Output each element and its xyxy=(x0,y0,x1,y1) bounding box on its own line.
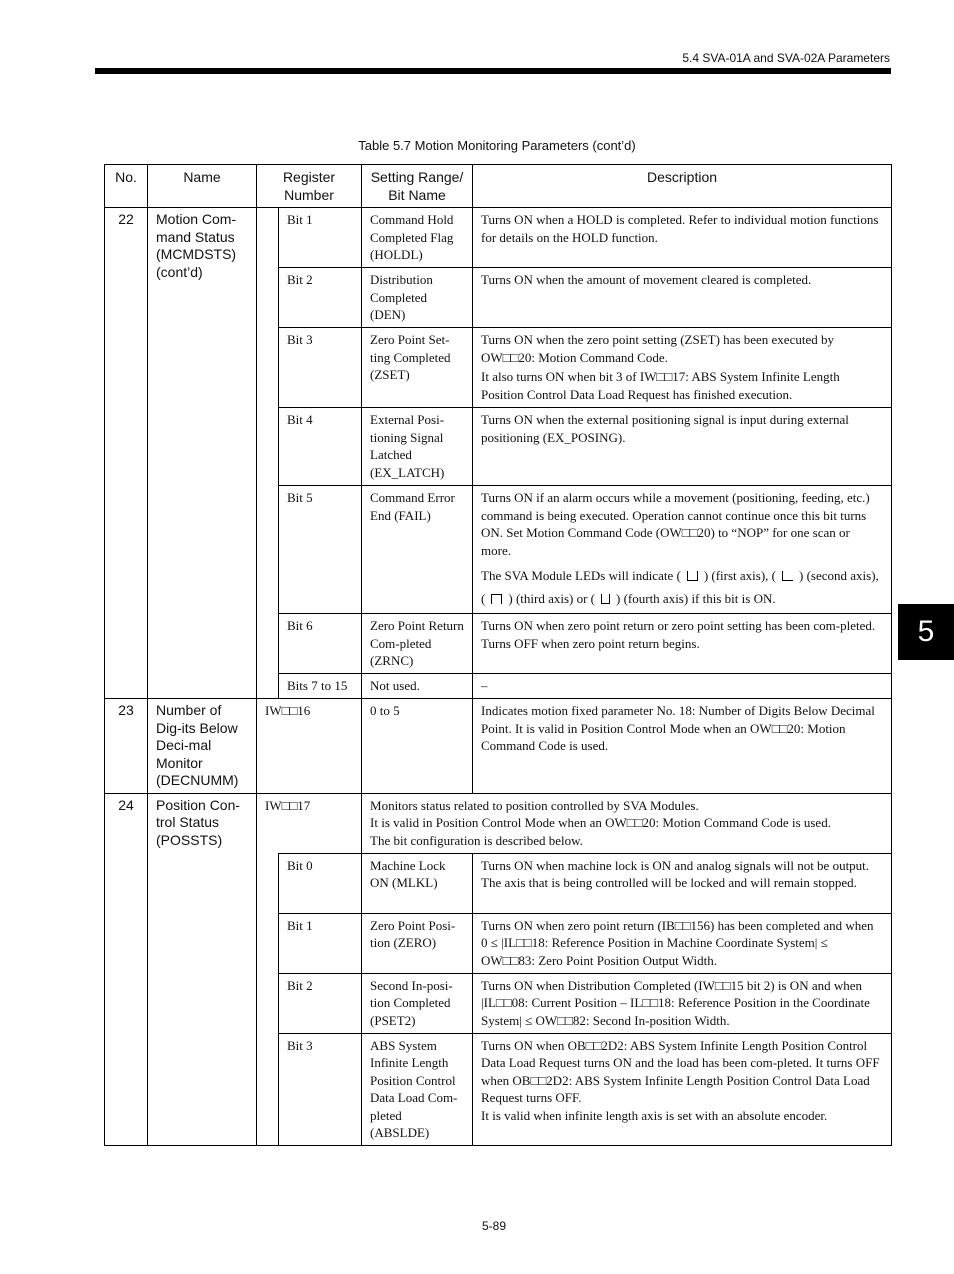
page-number: 5-89 xyxy=(481,1219,507,1233)
param-summary: Monitors status related to position controlled by SVA Modules. It is valid in Position Control Mode when an OW□□20: Motion Command Code is used. The bit configuration is described below. xyxy=(362,793,892,853)
bit-name: ABS System Infinite Length Position Control Data Load Com-pleted (ABSLDE) xyxy=(362,1033,473,1145)
bit-description: Turns ON if an alarm occurs while a movement (positioning, feeding, etc.) command is being executed. Operation cannot continue once this bit turns ON. Set Motion Command Code (OW□□20) to “NOP” for one scan or more. The SVA Module LEDs will indicate ( ) (first axis), ( ) (second axis), ( ) (third axis) or ( ) (fourth axis) if this bit is ON. xyxy=(473,486,892,614)
motion-monitoring-parameters-table xyxy=(104,164,892,1146)
bit-description: Turns ON when zero point return or zero point setting has been com-pleted. Turns OFF when zero point return begins. xyxy=(473,614,892,674)
bit-number: Bit 1 xyxy=(279,913,362,973)
col-header-no: No. xyxy=(105,165,148,208)
bit-description: Turns ON when machine lock is ON and analog signals will not be output. The axis that is being controlled will be locked and will remain stopped. xyxy=(473,853,892,913)
led-fourth-axis-icon xyxy=(601,594,610,604)
col-header-name: Name xyxy=(148,165,257,208)
bit-description: Turns ON when the external positioning signal is input during external positioning (EX_POSING). xyxy=(473,408,892,486)
setting-range: 0 to 5 xyxy=(362,699,473,794)
register-number: IW□□17 xyxy=(257,793,362,853)
bit-name: Distribution Completed (DEN) xyxy=(362,268,473,328)
bit-number: Bit 3 xyxy=(279,1033,362,1145)
bit-number: Bit 5 xyxy=(279,486,362,614)
bit-description: Turns ON when the amount of movement cleared is completed. xyxy=(473,268,892,328)
param-no: 24 xyxy=(105,793,148,1145)
bit-name: Zero Point Return Com-pleted (ZRNC) xyxy=(362,614,473,674)
bit-number: Bit 1 xyxy=(279,208,362,268)
param-name: Motion Com-mand Status (MCMDSTS) (cont’d) xyxy=(148,208,257,699)
bit-description: Turns ON when Distribution Completed (IW□□15 bit 2) is ON and when |IL□□08: Current Position – IL□□18: Reference Position in the Coordinate System| ≤ OW□□82: Second In-position Width. xyxy=(473,973,892,1033)
table-header-row xyxy=(105,165,892,208)
param-name: Position Con-trol Status (POSSTS) xyxy=(148,793,257,1145)
register-number: IW□□16 xyxy=(257,699,362,794)
bit-number: Bit 3 xyxy=(279,328,362,408)
bit-number: Bit 0 xyxy=(279,853,362,913)
bit-name: Zero Point Posi-tion (ZERO) xyxy=(362,913,473,973)
param-no: 22 xyxy=(105,208,148,699)
param-description: Indicates motion fixed parameter No. 18: Number of Digits Below Decimal Point. It is valid in Position Control Mode when an OW□□20: Motion Command Code is used. xyxy=(473,699,892,794)
running-header: 5.4 SVA-01A and SVA-02A Parameters xyxy=(682,51,890,65)
param-name: Number of Dig-its Below Deci-mal Monitor (DECNUMM) xyxy=(148,699,257,794)
bit-number: Bits 7 to 15 xyxy=(279,674,362,699)
col-header-description: Description xyxy=(473,165,892,208)
bit-number: Bit 4 xyxy=(279,408,362,486)
bit-number: Bit 2 xyxy=(279,973,362,1033)
led-third-axis-icon xyxy=(491,594,502,604)
bit-name: Machine Lock ON (MLKL) xyxy=(362,853,473,913)
chapter-tab: 5 xyxy=(898,604,954,660)
table-caption: Table 5.7 Motion Monitoring Parameters (cont’d) xyxy=(358,138,636,153)
bit-description: Turns ON when OB□□2D2: ABS System Infinite Length Position Control Data Load Request turns ON and the load has been com-pleted. It turns OFF when OB□□2D2: ABS System Infinite Length Position Control Data Load Request turns OFF. It is valid when infinite length axis is set with an absolute encoder. xyxy=(473,1033,892,1145)
led-first-axis-icon xyxy=(687,571,698,581)
bit-name: Not used. xyxy=(362,674,473,699)
table-row xyxy=(105,699,892,794)
bit-name: Command Hold Completed Flag (HOLDL) xyxy=(362,208,473,268)
bit-name: Command Error End (FAIL) xyxy=(362,486,473,614)
header-rule xyxy=(95,68,891,74)
bit-description: Turns ON when the zero point setting (ZSET) has been executed by OW□□20: Motion Command Code. It also turns ON when bit 3 of IW□□17: ABS System Infinite Length Position Control Data Load Request has finished execution. xyxy=(473,328,892,408)
bit-name: External Posi-tioning Signal Latched (EX_LATCH) xyxy=(362,408,473,486)
led-second-axis-icon xyxy=(782,571,793,581)
register-cell xyxy=(257,208,279,699)
bit-description: Turns ON when zero point return (IB□□156) has been completed and when 0 ≤ |IL□□18: Reference Position in Machine Coordinate System| ≤ OW□□83: Zero Point Position Output Width. xyxy=(473,913,892,973)
param-no: 23 xyxy=(105,699,148,794)
col-header-register: Register Number xyxy=(257,165,362,208)
led-indication: The SVA Module LEDs will indicate ( ) (first axis), ( ) (second axis), ( ) (third axis) or ( ) (fourth axis) if this bit is ON. xyxy=(481,568,879,606)
bit-number: Bit 6 xyxy=(279,614,362,674)
col-header-setting: Setting Range/ Bit Name xyxy=(362,165,473,208)
bit-description: Turns ON when a HOLD is completed. Refer to individual motion functions for details on the HOLD function. xyxy=(473,208,892,268)
bit-name: Second In-posi-tion Completed (PSET2) xyxy=(362,973,473,1033)
bit-number: Bit 2 xyxy=(279,268,362,328)
table-row xyxy=(105,793,892,853)
bit-description: – xyxy=(473,674,892,699)
table-row xyxy=(105,208,892,268)
bit-name: Zero Point Set-ting Completed (ZSET) xyxy=(362,328,473,408)
register-cell xyxy=(257,853,279,1145)
